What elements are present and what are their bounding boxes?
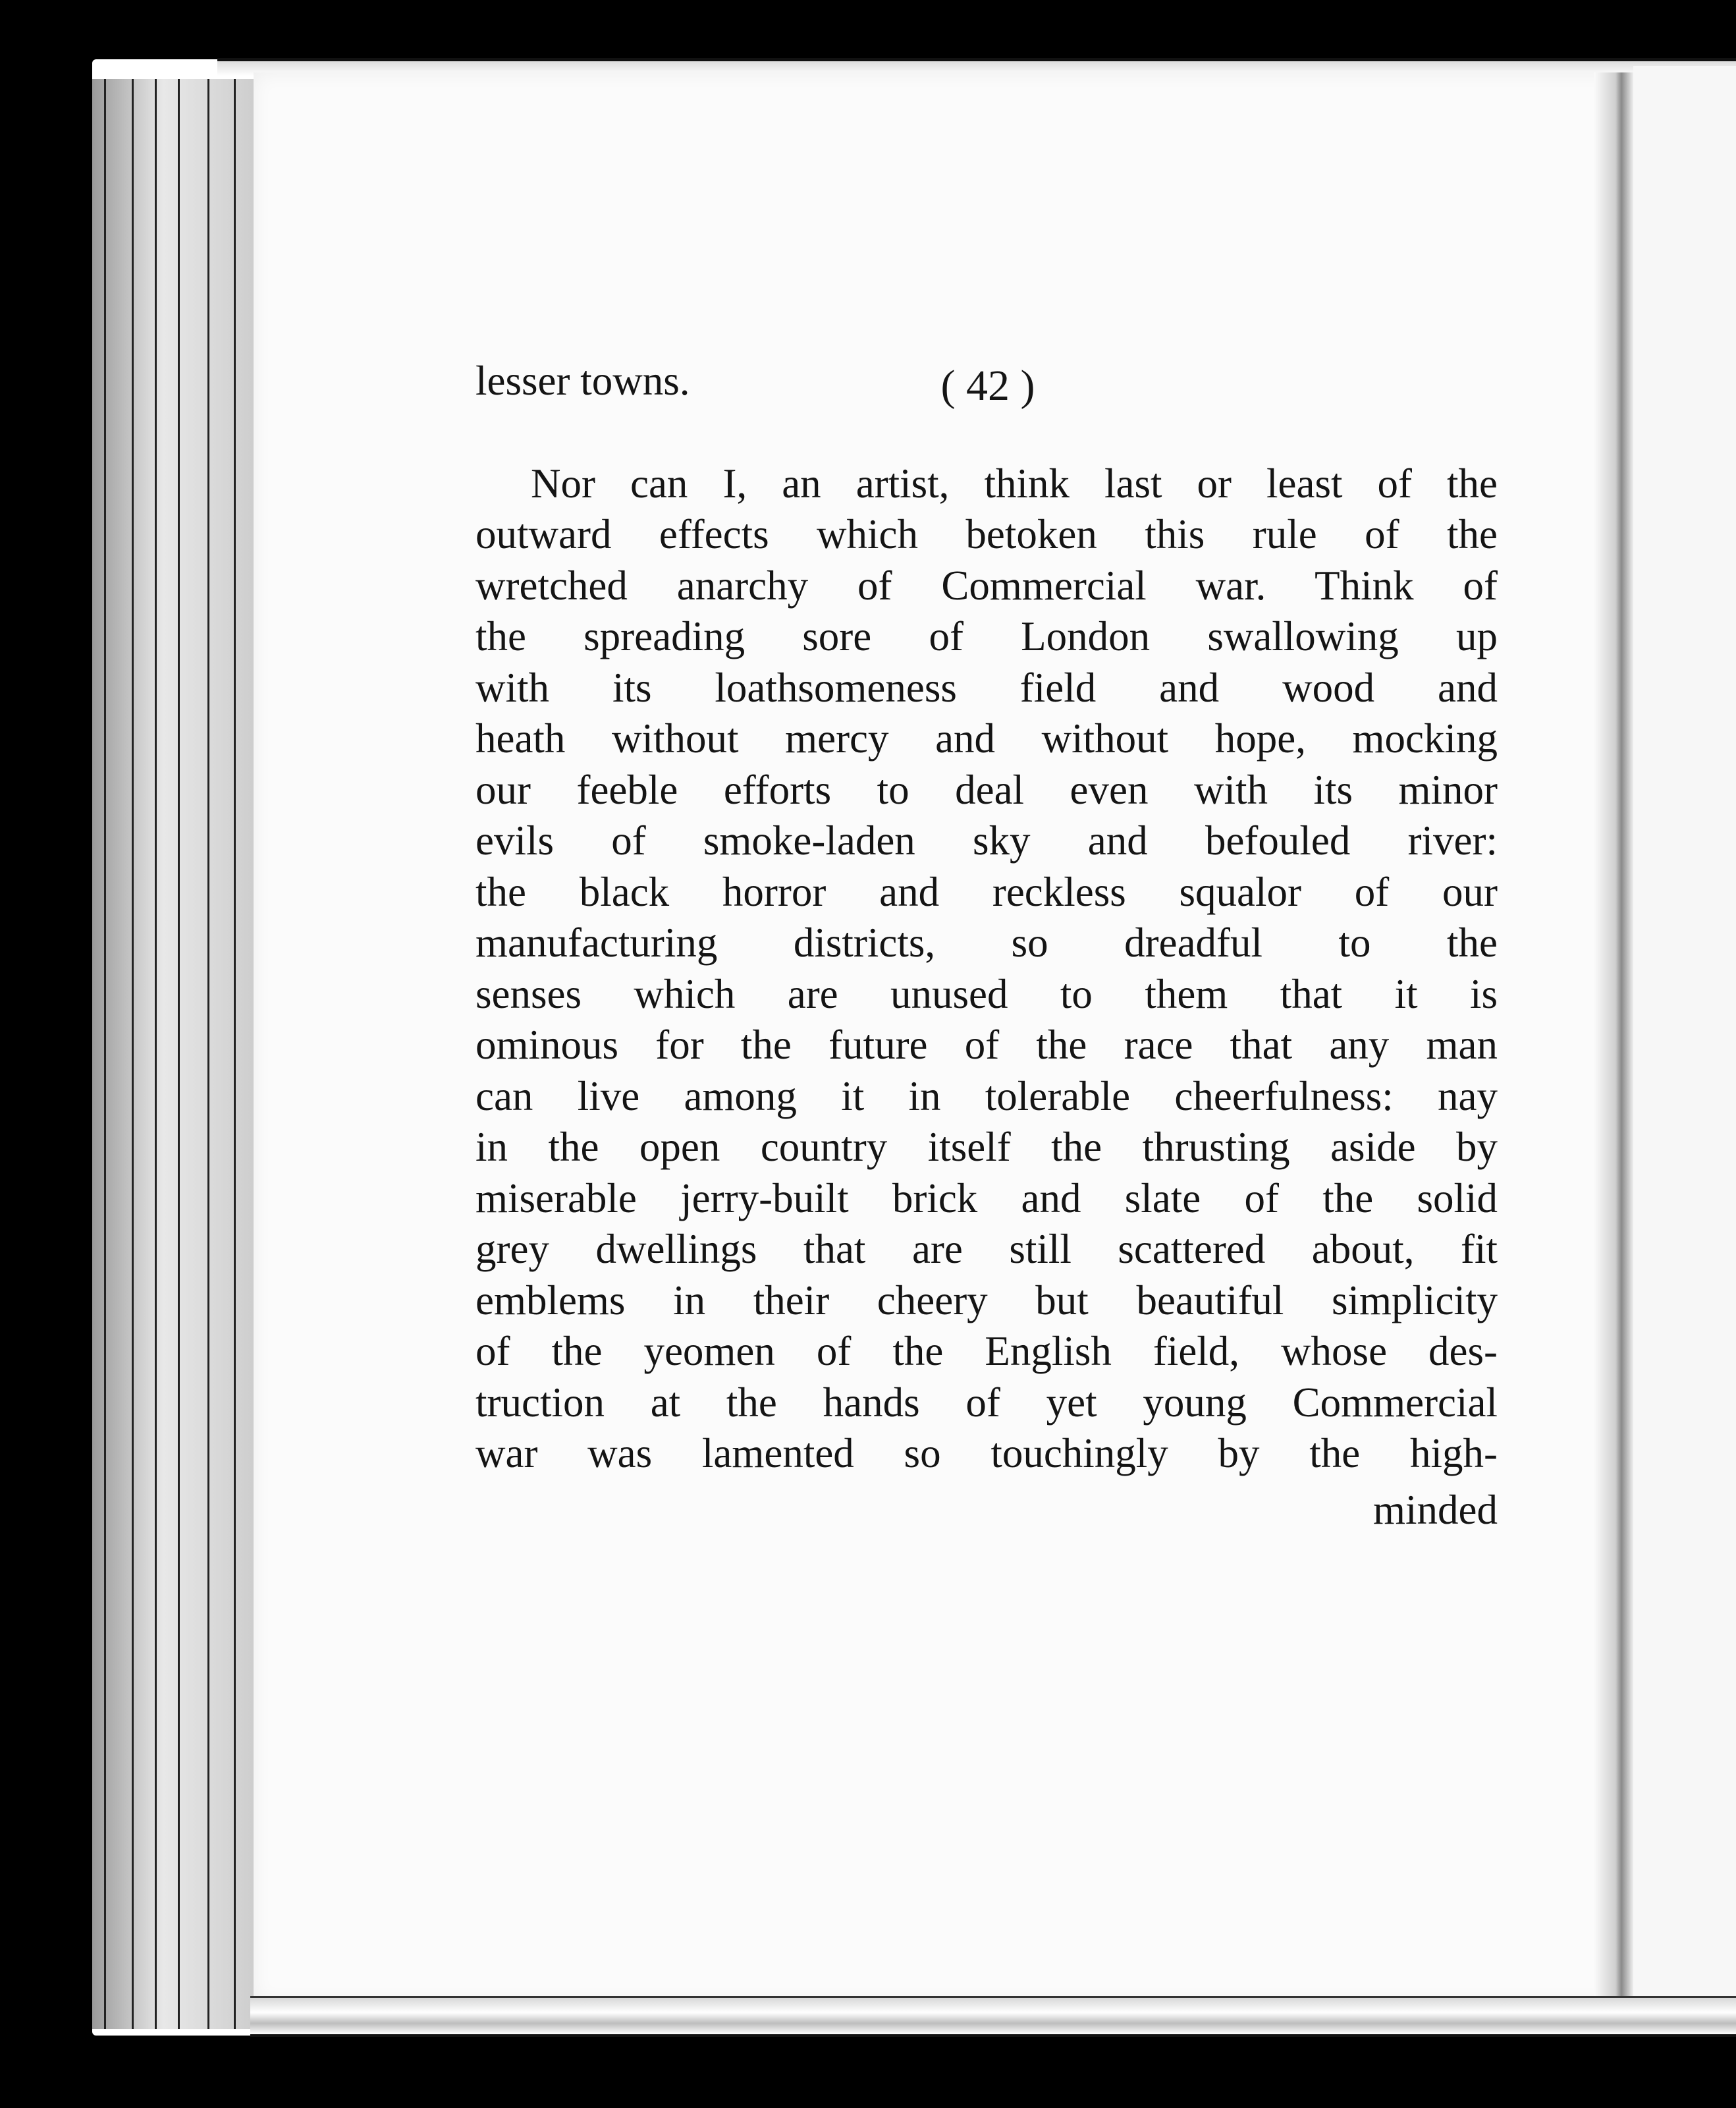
text-line: manufacturing districts, so dreadful to the bbox=[475, 920, 1498, 966]
text-line: senses which are unused to them that it is bbox=[475, 970, 1498, 1017]
text-line: miserable jerry-built brick and slate of the solid bbox=[475, 1175, 1498, 1221]
text-line: truction at the hands of yet young Commercial bbox=[475, 1379, 1498, 1426]
text-line: evils of smoke-laden sky and befouled river: bbox=[475, 818, 1498, 864]
page-number: ( 42 ) bbox=[940, 362, 1035, 410]
facing-page-edge bbox=[1633, 66, 1736, 2016]
text-line: of the yeomen of the English field, whose des- bbox=[475, 1328, 1498, 1374]
text-line: lesser towns. bbox=[475, 358, 690, 404]
catchword: minded bbox=[1373, 1486, 1498, 1533]
text-line: the black horror and reckless squalor of our bbox=[475, 868, 1498, 915]
text-line: our feeble efforts to deal even with its minor bbox=[475, 766, 1498, 813]
text-line: the spreading sore of London swallowing up bbox=[475, 613, 1498, 659]
text-line: emblems in their cheery but beautiful simplicity bbox=[475, 1277, 1498, 1323]
page-text bbox=[475, 356, 1498, 1536]
text-line: outward effects which betoken this rule of the bbox=[475, 511, 1498, 557]
text-line: in the open country itself the thrusting aside by bbox=[475, 1124, 1498, 1170]
book-left-page-edges bbox=[92, 79, 270, 2029]
text-line: with its loathsomeness field and wood and bbox=[475, 664, 1498, 711]
text-line: ominous for the future of the race that any man bbox=[475, 1022, 1498, 1068]
text-line: can live among it in tolerable cheerfulness: nay bbox=[475, 1072, 1498, 1119]
text-line: war was lamented so touchingly by the high- bbox=[475, 1430, 1498, 1476]
text-line: Nor can I, an artist, think last or least of the bbox=[531, 460, 1498, 507]
page-gutter-fold bbox=[1594, 72, 1633, 1996]
book-bottom-edge bbox=[250, 1996, 1736, 2037]
text-line: grey dwellings that are still scattered about, fit bbox=[475, 1226, 1498, 1272]
text-line: wretched anarchy of Commercial war. Think of bbox=[475, 562, 1498, 609]
text-line: heath without mercy and without hope, mocking bbox=[475, 715, 1498, 762]
